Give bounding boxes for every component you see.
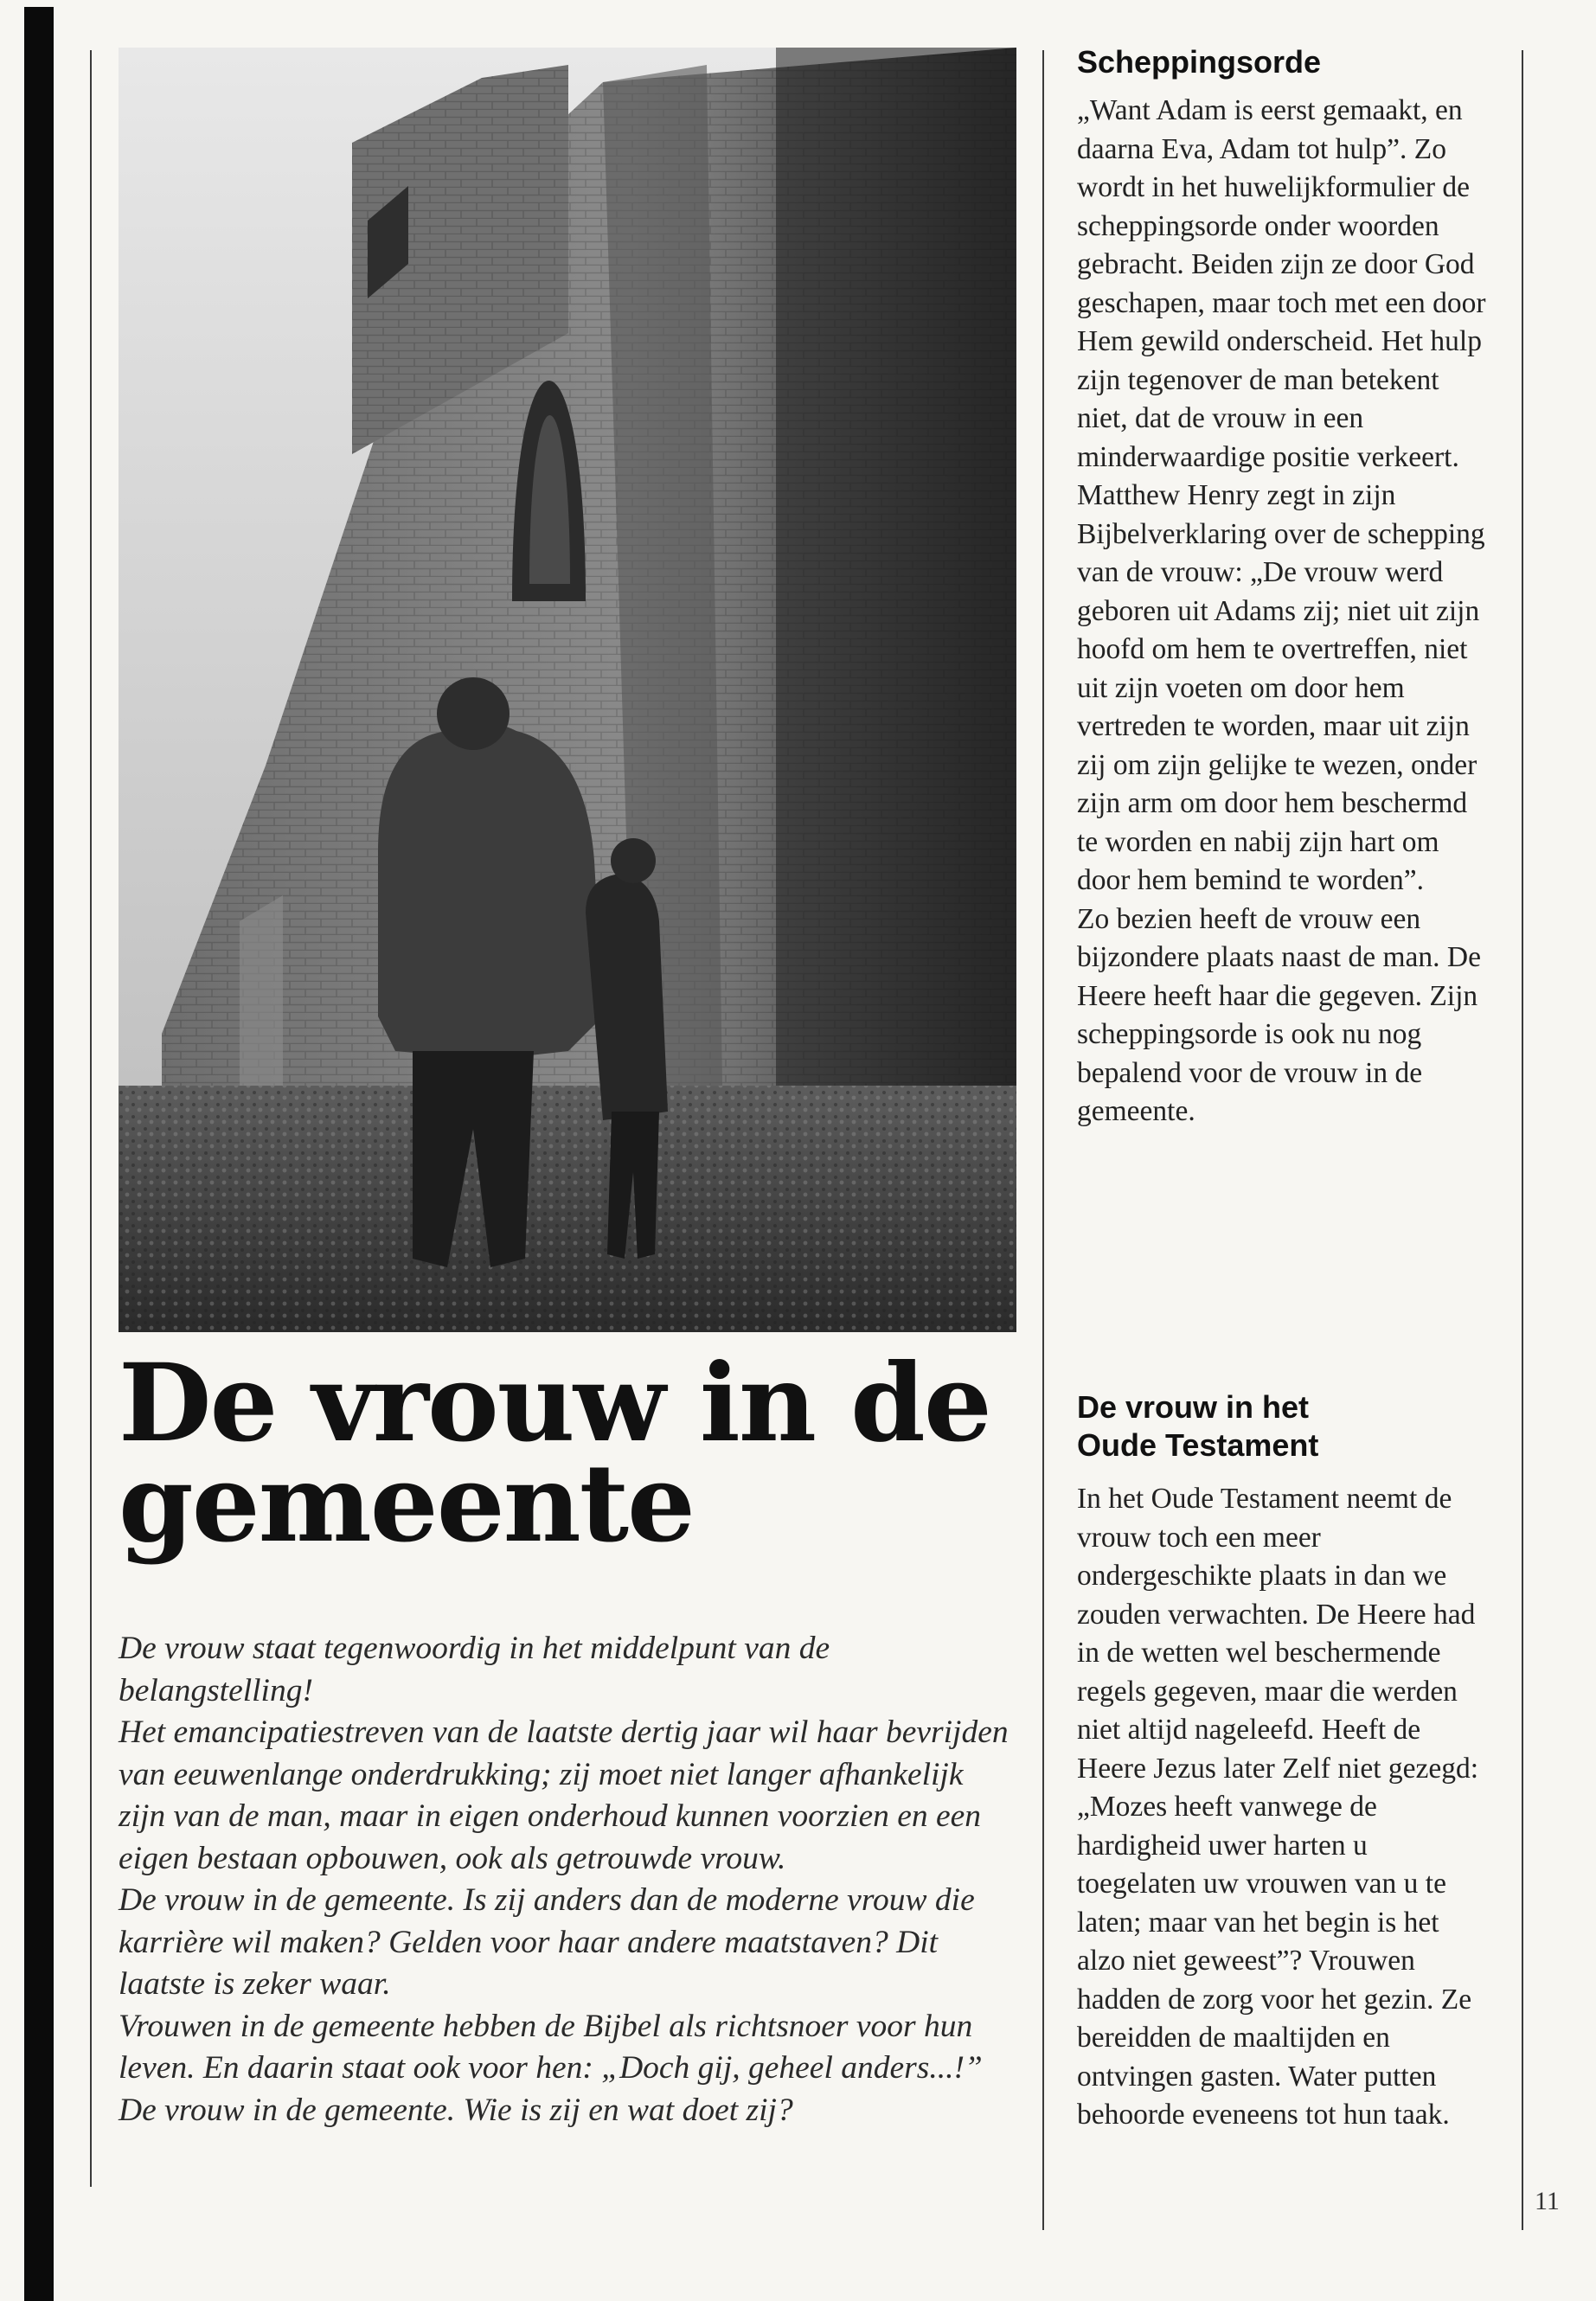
church-photo-illustration bbox=[119, 48, 1016, 1332]
intro-paragraph: De vrouw staat tegenwoordig in het middelpunt van de belangstelling! bbox=[119, 1631, 830, 1708]
binding-edge bbox=[24, 7, 54, 2301]
intro-paragraph: De vrouw in de gemeente. Wie is zij en wat doet zij? bbox=[119, 2092, 793, 2128]
section-paragraph: In het Oude Testament neemt de vrouw toch een meer ondergeschikte plaats in dan we zouden verwachten. De Heere had in de wetten wel beschermende regels gegeven, maar die werden niet altijd nageleefd. Heeft de Heere Jezus later Zelf niet gezegd: „Mozes heeft vanwege de hardigheid uwer harten u toegelaten uw vrouwen van u te laten; maar van het begin is het alzo niet geweest”? Vrouwen hadden de zorg voor het gezin. Ze bereidden de maaltijden en ontvingen gasten. Water putten behoorde eveneens tot hun taak. bbox=[1077, 1483, 1479, 2131]
section-scheppingsorde bbox=[1077, 43, 1492, 1131]
page-number: 11 bbox=[1535, 2187, 1560, 2215]
section-paragraph: Zo bezien heeft de vrouw een bijzondere plaats naast de man. De Heere heeft haar die gegeven. Zijn scheppingsorde is ook nu nog bepalend voor de vrouw in de gemeente. bbox=[1077, 902, 1481, 1127]
section-body bbox=[1077, 92, 1492, 1131]
section-paragraph: „Want Adam is eerst gemaakt, en daarna Eva, Adam tot hulp”. Zo wordt in het huwelijkformulier de scheppingsorde onder woorden gebracht. Beiden zijn ze door God geschapen, maar toch met een door Hem gewild onderscheid. Het hulp zijn tegenover de man betekent niet, dat de vrouw in een minderwaardige positie verkeert. bbox=[1077, 94, 1486, 473]
section-oude-testament bbox=[1077, 1388, 1492, 2135]
intro-paragraph: Het emancipatiestreven van de laatste dertig jaar wil haar bevrijden van eeuwenlange onderdrukking; zij moet niet langer afhankelijk zijn van de man, maar in eigen onderhoud kunnen voorzien en een eigen bestaan opbouwen, ook als getrouwde vrouw. bbox=[119, 1715, 1009, 1876]
column-rule-right bbox=[1522, 50, 1523, 2230]
section-paragraph: Matthew Henry zegt in zijn Bijbelverklaring over de schepping van de vrouw: „De vrouw werd geboren uit Adams zij; niet uit zijn hoofd om hem te overtreffen, niet uit zijn voeten om door hem vertreden te worden, maar uit zijn zij om zijn gelijke te wezen, onder zijn arm om door hem beschermd te worden en nabij zijn hart om door hem bemind te worden”. bbox=[1077, 479, 1485, 896]
church-photo bbox=[119, 48, 1016, 1332]
article-headline: De vrouw in de gemeente bbox=[119, 1341, 990, 1567]
column-rule-left bbox=[90, 50, 92, 2187]
column-rule-middle bbox=[1042, 50, 1044, 2230]
section-body bbox=[1077, 1480, 1492, 2135]
intro-paragraph: De vrouw in de gemeente. Is zij anders dan de moderne vrouw die karrière wil maken? Gelden voor haar andere maatstaven? Dit laatste is zeker waar. bbox=[119, 1882, 975, 2002]
article-intro bbox=[119, 1628, 1018, 2131]
section-heading: Scheppingsorde bbox=[1077, 44, 1322, 80]
section-heading: De vrouw in het Oude Testament bbox=[1077, 1389, 1319, 1463]
intro-paragraph: Vrouwen in de gemeente hebben de Bijbel als richtsnoer voor hun leven. En daarin staat ook voor hen: „Doch gij, geheel anders...!” bbox=[119, 2008, 983, 2086]
